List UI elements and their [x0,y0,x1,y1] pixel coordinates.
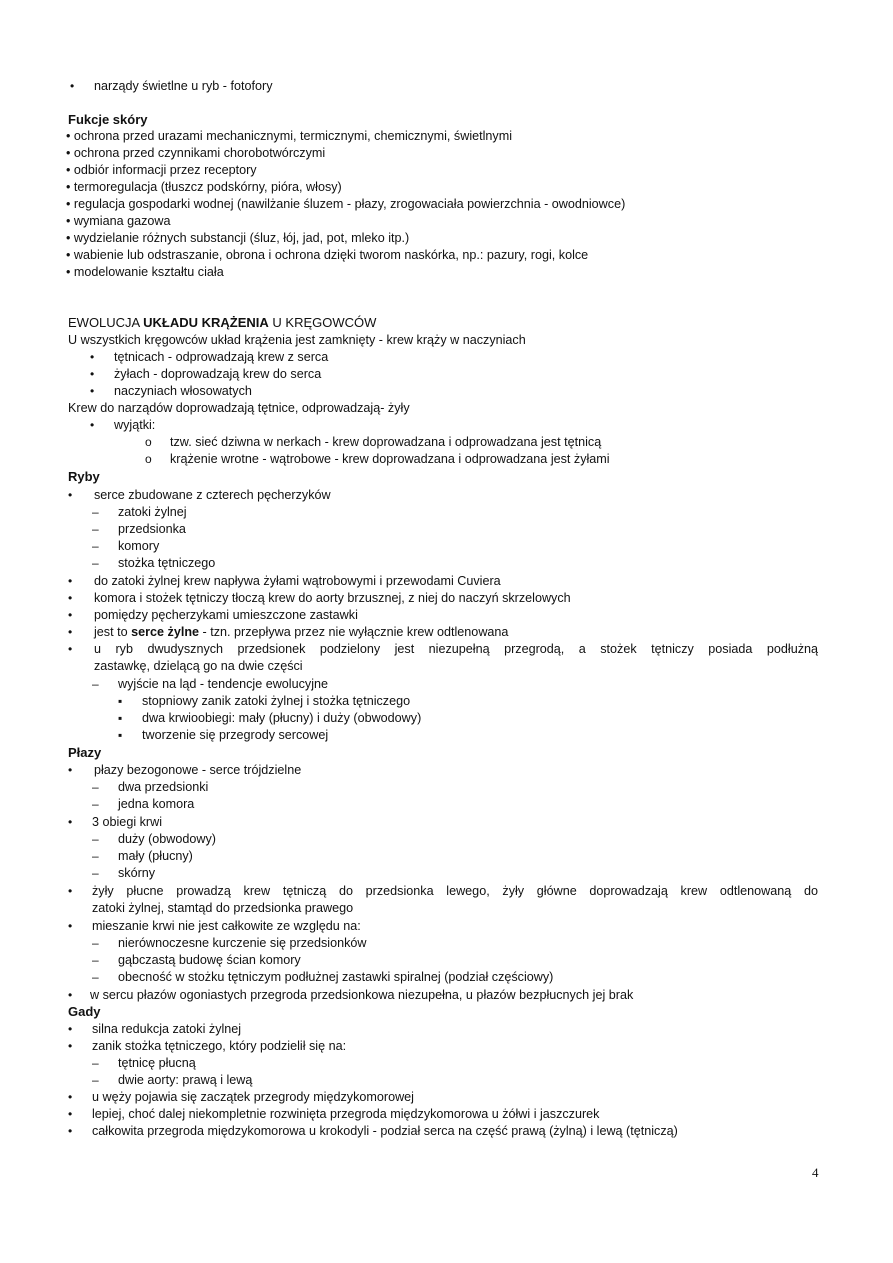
bullet-dot-icon: • [68,1124,73,1138]
bullet-dot-icon: • [68,574,73,588]
fish-item: u ryb dwudysznych przedsionek podzielony jest niezupełną przegrodą, a stożek tętniczy posiada podłużną [94,642,818,656]
rept-item: silna redukcja zatoki żylnej [92,1022,242,1036]
bullet-dot-icon: • [90,384,95,398]
skin-item: • odbiór informacji przez receptory [66,163,257,177]
bullet-dot-icon: • [68,815,73,829]
bullet-dot-icon: • [68,884,73,898]
rept-item: całkowita przegroda międzykomorowa u krokodyli - podział serca na część prawą (żylną) i lewą (tętniczą) [92,1124,678,1138]
intro-text: U wszystkich kręgowców układ krążenia jest zamknięty - krew krąży w naczyniach [68,333,526,347]
dash-icon: – [92,1056,99,1070]
bullet-star-icon: ▪ [118,711,123,725]
page-number: 4 [812,1165,819,1180]
skin-item: • wydzielanie różnych substancji (śluz, łój, jad, pot, mleko itp.) [66,231,410,245]
bullet-circle-icon: o [145,435,152,449]
amph-sub: duży (obwodowy) [118,832,216,846]
fish-item: komora i stożek tętniczy tłoczą krew do aorty brzusznej, z niej do naczyń skrzelowych [94,591,571,605]
skin-item: • wymiana gazowa [66,214,171,228]
skin-heading: Fukcje skóry [68,112,148,127]
amph-item: 3 obiegi krwi [92,815,162,829]
amph-sub: gąbczastą budowę ścian komory [118,953,301,967]
bullet-dot-icon: • [68,1107,73,1121]
rept-item: lepiej, choć dalej niekompletnie rozwinięta przegroda międzykomorowa u żółwi i jaszczurek [92,1107,600,1121]
land-item: tworzenie się przegrody sercowej [142,728,329,742]
amph-sub: obecność w stożku tętniczym podłużnej zastawki spiralnej (podział częściowy) [118,970,554,984]
bullet-dot-icon: • [68,488,73,502]
fish-item-cont: zastawkę, dzielącą go na dwie części [94,659,303,673]
skin-item: • ochrona przed urazami mechanicznymi, termicznymi, chemicznymi, świetlnymi [66,129,513,143]
exception-item: tzw. sieć dziwna w nerkach - krew doprowadzana i odprowadzana jest tętnicą [170,435,602,449]
bullet-dot-icon: • [68,591,73,605]
exception-item: krążenie wrotne - wątrobowe - krew doprowadzana i odprowadzana jest żyłami [170,452,610,466]
amph-sub: nierównoczesne kurczenie się przedsionków [118,936,367,950]
chamber-item: zatoki żylnej [118,505,187,519]
bullet-dot-icon: • [90,367,95,381]
chamber-item: przedsionka [118,522,186,536]
vessel-item: żyłach - doprowadzają krew do serca [114,367,322,381]
section-title: EWOLUCJA UKŁADU KRĄŻENIA U KRĘGOWCÓW [68,315,377,330]
bullet-dot-icon: • [68,642,73,656]
dash-icon: – [92,1073,99,1087]
land-item: stopniowy zanik zatoki żylnej i stożka tętniczego [142,694,411,708]
bullet-dot-icon: • [68,1090,73,1104]
amph-sub: jedna komora [118,797,195,811]
skin-item: • modelowanie kształtu ciała [66,265,224,279]
bullet-dot-icon: • [90,350,95,364]
bullet-dot-icon: • [68,625,73,639]
vessel-item: naczyniach włosowatych [114,384,252,398]
rept-sub: dwie aorty: prawą i lewą [118,1073,253,1087]
bullet-dot-icon: • [68,919,73,933]
amph-sub: mały (płucny) [118,849,193,863]
dash-icon: – [92,797,99,811]
bullet-dot-icon: • [68,608,73,622]
bullet-dot-icon: • [68,988,73,1002]
blood-text: Krew do narządów doprowadzają tętnice, odprowadzają- żyły [68,401,410,415]
dash-icon: – [92,539,99,553]
dash-icon: – [92,522,99,536]
rept-heading: Gady [68,1004,101,1019]
amph-sub: skórny [118,866,156,880]
rept-item: zanik stożka tętniczego, który podzielił się na: [92,1039,347,1053]
bullet-dot-icon: • [68,1039,73,1053]
exceptions-label: wyjątki: [114,418,156,432]
rept-item: u węży pojawia się zaczątek przegrody międzykomorowej [92,1090,414,1104]
bullet-star-icon: ▪ [118,694,123,708]
amph-item: w sercu płazów ogoniastych przegroda przedsionkowa niezupełna, u płazów bezpłucnych jej brak [90,988,634,1002]
amph-item-cont: zatoki żylnej, stamtąd do przedsionka prawego [92,901,354,915]
rept-sub: tętnicę płucną [118,1056,196,1070]
amph-item: mieszanie krwi nie jest całkowite ze względu na: [92,919,361,933]
skin-item: • regulacja gospodarki wodnej (nawilżanie śluzem - płazy, zrogowaciała powierzchnia - owodniowce) [66,197,626,211]
dash-icon: – [92,780,99,794]
chamber-item: stożka tętniczego [118,556,216,570]
dash-icon: – [92,953,99,967]
skin-item: • termoregulacja (tłuszcz podskórny, pióra, włosy) [66,180,342,194]
dash-icon: – [92,832,99,846]
amph-item: żyły płucne prowadzą krew tętniczą do przedsionka lewego, żyły główne doprowadzają krew odtlenowaną do [92,884,818,898]
dash-icon: – [92,866,99,880]
chamber-item: komory [118,539,160,553]
fish-item: do zatoki żylnej krew napływa żyłami wątrobowymi i przewodami Cuviera [94,574,501,588]
bullet-circle-icon: o [145,452,152,466]
dash-icon: – [92,970,99,984]
dash-icon: – [92,936,99,950]
land-item: dwa krwioobiegi: mały (płucny) i duży (obwodowy) [142,711,422,725]
top-bullet: narządy świetlne u ryb - fotofory [94,79,273,93]
bullet-star-icon: ▪ [118,728,123,742]
land-heading: wyjście na ląd - tendencje ewolucyjne [118,677,329,691]
vessel-item: tętnicach - odprowadzają krew z serca [114,350,329,364]
fish-heading: Ryby [68,469,100,484]
skin-item: • wabienie lub odstraszanie, obrona i ochrona dzięki tworom naskórka, np.: pazury, rogi, kolce [66,248,589,262]
amph-sub: dwa przedsionki [118,780,209,794]
bullet-dot-icon: • [68,1022,73,1036]
bullet-dot-icon: • [70,79,75,93]
fish-item: serce zbudowane z czterech pęcherzyków [94,488,331,502]
bullet-dot-icon: • [90,418,95,432]
bullet-dot-icon: • [68,763,73,777]
dash-icon: – [92,849,99,863]
fish-item: pomiędzy pęcherzykami umieszczone zastawki [94,608,358,622]
dash-icon: – [92,556,99,570]
amph-item: płazy bezogonowe - serce trójdzielne [94,763,302,777]
dash-icon: – [92,505,99,519]
dash-icon: – [92,677,99,691]
skin-item: • ochrona przed czynnikami chorobotwórczymi [66,146,326,160]
fish-item: jest to serce żylne - tzn. przepływa przez nie wyłącznie krew odtlenowana [94,625,509,639]
amph-heading: Płazy [68,745,102,760]
